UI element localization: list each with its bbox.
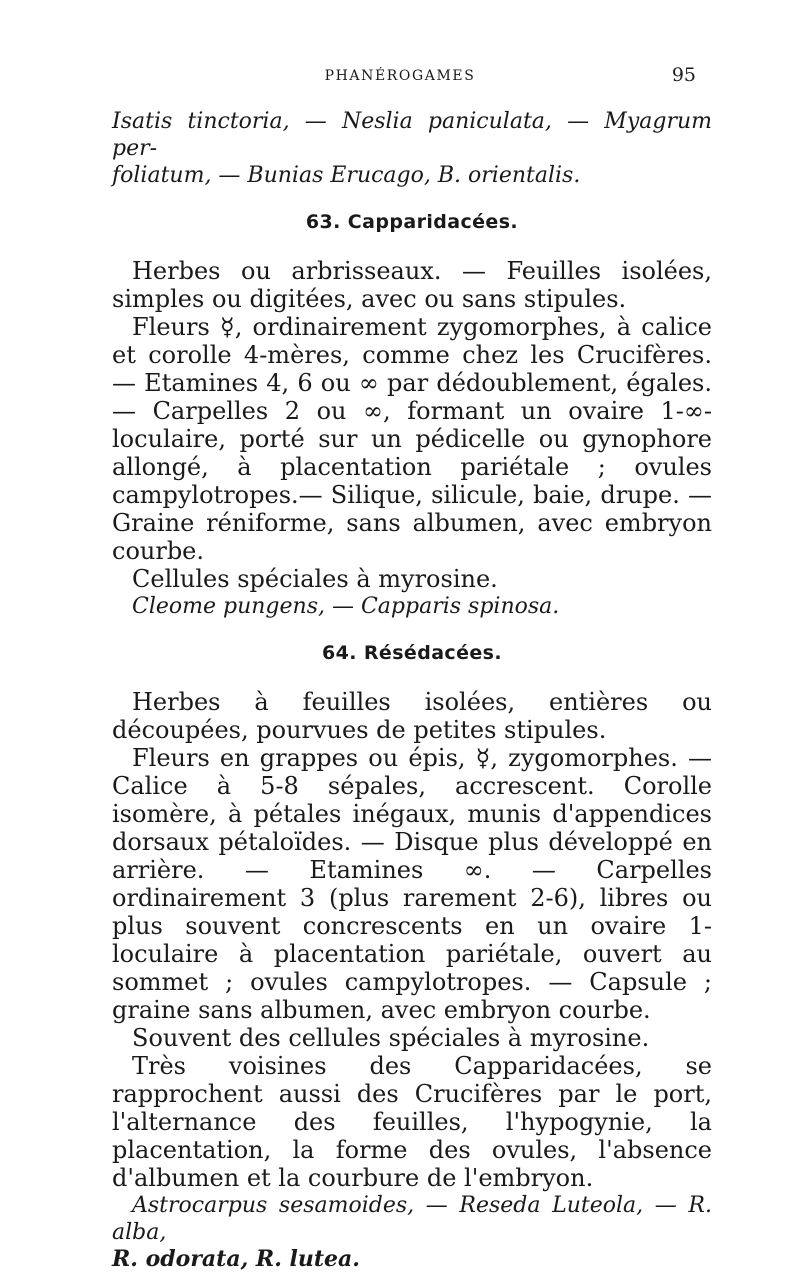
page-header [0, 60, 800, 90]
section-64-paragraph: Souvent des cellules spéciales à myrosine. [132, 1024, 650, 1052]
page-number: 95 [671, 64, 696, 86]
section-64-paragraph: Fleurs en grappes ou épis, ☿, zygomorphes. — Calice à 5-8 sépales, accrescent. Corolle isomère, à pétales inégaux, munis d'appendices dorsaux pétaloïdes. — Disque plus développé en arrière. — Etamines ∞. — Carpelles ordinairement 3 (plus rarement 2-6), libres ou plus souvent concrescents en un ovaire 1-loculaire à placentation pariétale, ouvert au sommet ; ovules campylotropes. — Capsule ; graine sans albumen, avec embryon courbe. [112, 744, 712, 1024]
section-64-paragraph: Très voisines des Capparidacées, se rapprochent aussi des Crucifères par le port, l'alternance des feuilles, l'hypogynie, la placentation, la forme des ovules, l'absence d'albumen et la courbure de l'embryon. [112, 1052, 712, 1192]
page-body [112, 108, 712, 1273]
section-64-paragraph: Herbes à feuilles isolées, entières ou découpées, pourvues de petites stipules. [112, 688, 712, 744]
running-title: PHANÉROGAMES [324, 68, 476, 84]
section-63-paragraph: Fleurs ☿, ordinairement zygomorphes, à calice et corolle 4-mères, comme chez les Crucifères. — Etamines 4, 6 ou ∞ par dédoublement, égales. — Carpelles 2 ou ∞, formant un ovaire 1-∞-loculaire, porté sur un pédicelle ou gynophore allongé, à placentation pariétale ; ovules campylotropes.— Silique, silicule, baie, drupe. — Graine réniforme, sans albumen, avec embryon courbe. [112, 313, 712, 565]
section-64-species-line-1: Astrocarpus sesamoides, — Reseda Luteola, — R. alba, [112, 1193, 712, 1245]
intro-species-line-1: Isatis tinctoria, — Neslia paniculata, — Myagrum per- [112, 109, 712, 161]
section-64-species-line-2: R. odorata, R. lutea. [112, 1246, 360, 1272]
section-63-species: Cleome pungens, — Capparis spinosa. [132, 594, 560, 619]
intro-species-line-2: foliatum, — Bunias Erucago, B. orientalis. [112, 163, 581, 188]
section-64-title: 64. Résédacées. [322, 642, 502, 664]
section-63-paragraph: Herbes ou arbrisseaux. — Feuilles isolées, simples ou digitées, avec ou sans stipules. [112, 257, 712, 313]
section-63-paragraph: Cellules spéciales à myrosine. [132, 565, 498, 593]
section-63-title: 63. Capparidacées. [305, 211, 519, 233]
